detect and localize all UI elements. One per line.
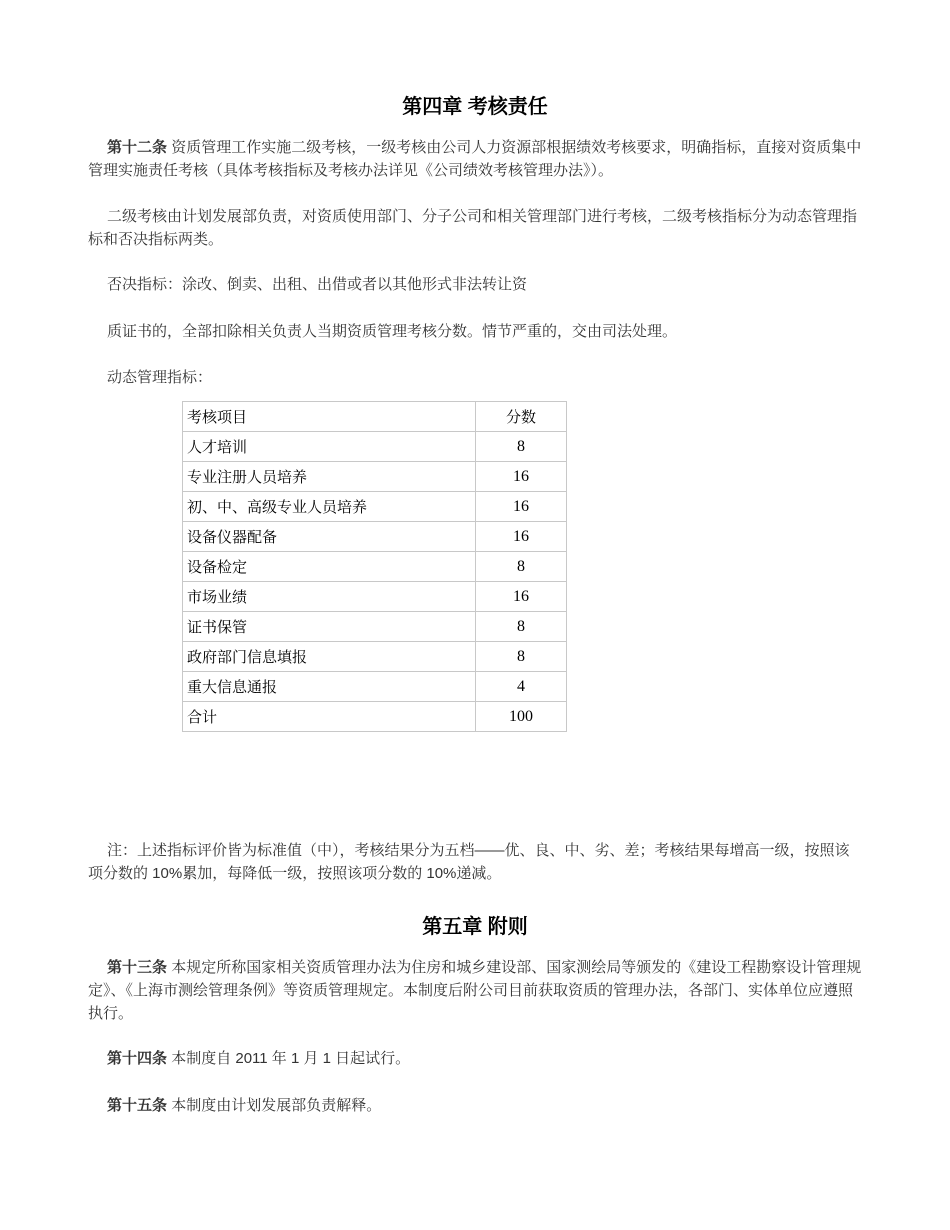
row-score: 100 [476, 702, 567, 732]
table-row [183, 612, 567, 642]
article-15 [88, 1094, 864, 1117]
second-level-assessment-paragraph: 二级考核由计划发展部负责，对资质使用部门、分子公司和相关管理部门进行考核，二级考核指标分为动态管理指标和否决指标两类。 [88, 208, 858, 248]
row-score: 4 [476, 672, 567, 702]
article-12-label: 第十二条 [107, 139, 168, 156]
row-score: 8 [476, 432, 567, 462]
assessment-note: 注：上述指标评价皆为标准值（中），考核结果分为五档——优、良、中、劣、差；考核结果每增高一级，按照该项分数的 10%累加，每降低一级，按照该项分数的 10%递减。 [88, 842, 850, 882]
table-row [183, 552, 567, 582]
table-row [183, 432, 567, 462]
table-row [183, 642, 567, 672]
row-score: 8 [476, 552, 567, 582]
row-item: 证书保管 [183, 612, 476, 642]
article-14 [88, 1047, 864, 1070]
dynamic-indicator-label: 动态管理指标： [107, 369, 213, 386]
article-15-text: 本制度由计划发展部负责解释。 [171, 1097, 382, 1114]
row-item: 市场业绩 [183, 582, 476, 612]
table-row [183, 492, 567, 522]
table-row [183, 522, 567, 552]
row-item: 重大信息通报 [183, 672, 476, 702]
row-score: 16 [476, 492, 567, 522]
row-score: 16 [476, 582, 567, 612]
chapter-5-title: 第五章 附则 [422, 916, 528, 938]
article-14-label: 第十四条 [107, 1050, 168, 1067]
row-score: 16 [476, 462, 567, 492]
row-item: 人才培训 [183, 432, 476, 462]
header-score: 分数 [476, 402, 567, 432]
veto-indicator-continuation: 质证书的，全部扣除相关负责人当期资质管理考核分数。情节严重的，交由司法处理。 [107, 323, 678, 340]
table-row [183, 672, 567, 702]
row-item: 初、中、高级专业人员培养 [183, 492, 476, 522]
table-row [183, 462, 567, 492]
article-13-text: 本规定所称国家相关资质管理办法为住房和城乡建设部、国家测绘局等颁发的《建设工程勘察设计管理规定》、《上海市测绘管理条例》等资质管理规定。本制度后附公司目前获取资质的管理办法，各部门、实体单位应遵照执行。 [88, 959, 862, 1022]
row-item: 设备检定 [183, 552, 476, 582]
article-15-label: 第十五条 [107, 1097, 168, 1114]
veto-indicator-paragraph: 否决指标：涂改、倒卖、出租、出借或者以其他形式非法转让资 [107, 276, 528, 293]
table-total-row [183, 702, 567, 732]
header-item: 考核项目 [183, 402, 476, 432]
article-14-text: 本制度自 2011 年 1 月 1 日起试行。 [171, 1050, 411, 1067]
row-score: 8 [476, 612, 567, 642]
row-item: 政府部门信息填报 [183, 642, 476, 672]
row-score: 8 [476, 642, 567, 672]
table-header-row [183, 402, 567, 432]
row-score: 16 [476, 522, 567, 552]
table-row [183, 582, 567, 612]
article-12 [88, 136, 864, 182]
article-13 [88, 956, 864, 1025]
article-13-label: 第十三条 [107, 959, 168, 976]
row-item: 合计 [183, 702, 476, 732]
row-item: 专业注册人员培养 [183, 462, 476, 492]
article-12-text: 资质管理工作实施二级考核，一级考核由公司人力资源部根据绩效考核要求，明确指标，直接对资质集中管理实施责任考核（具体考核指标及考核办法详见《公司绩效考核管理办法》）。 [88, 139, 862, 179]
chapter-4-title: 第四章 考核责任 [402, 96, 548, 118]
row-item: 设备仪器配备 [183, 522, 476, 552]
assessment-score-table [182, 401, 567, 732]
